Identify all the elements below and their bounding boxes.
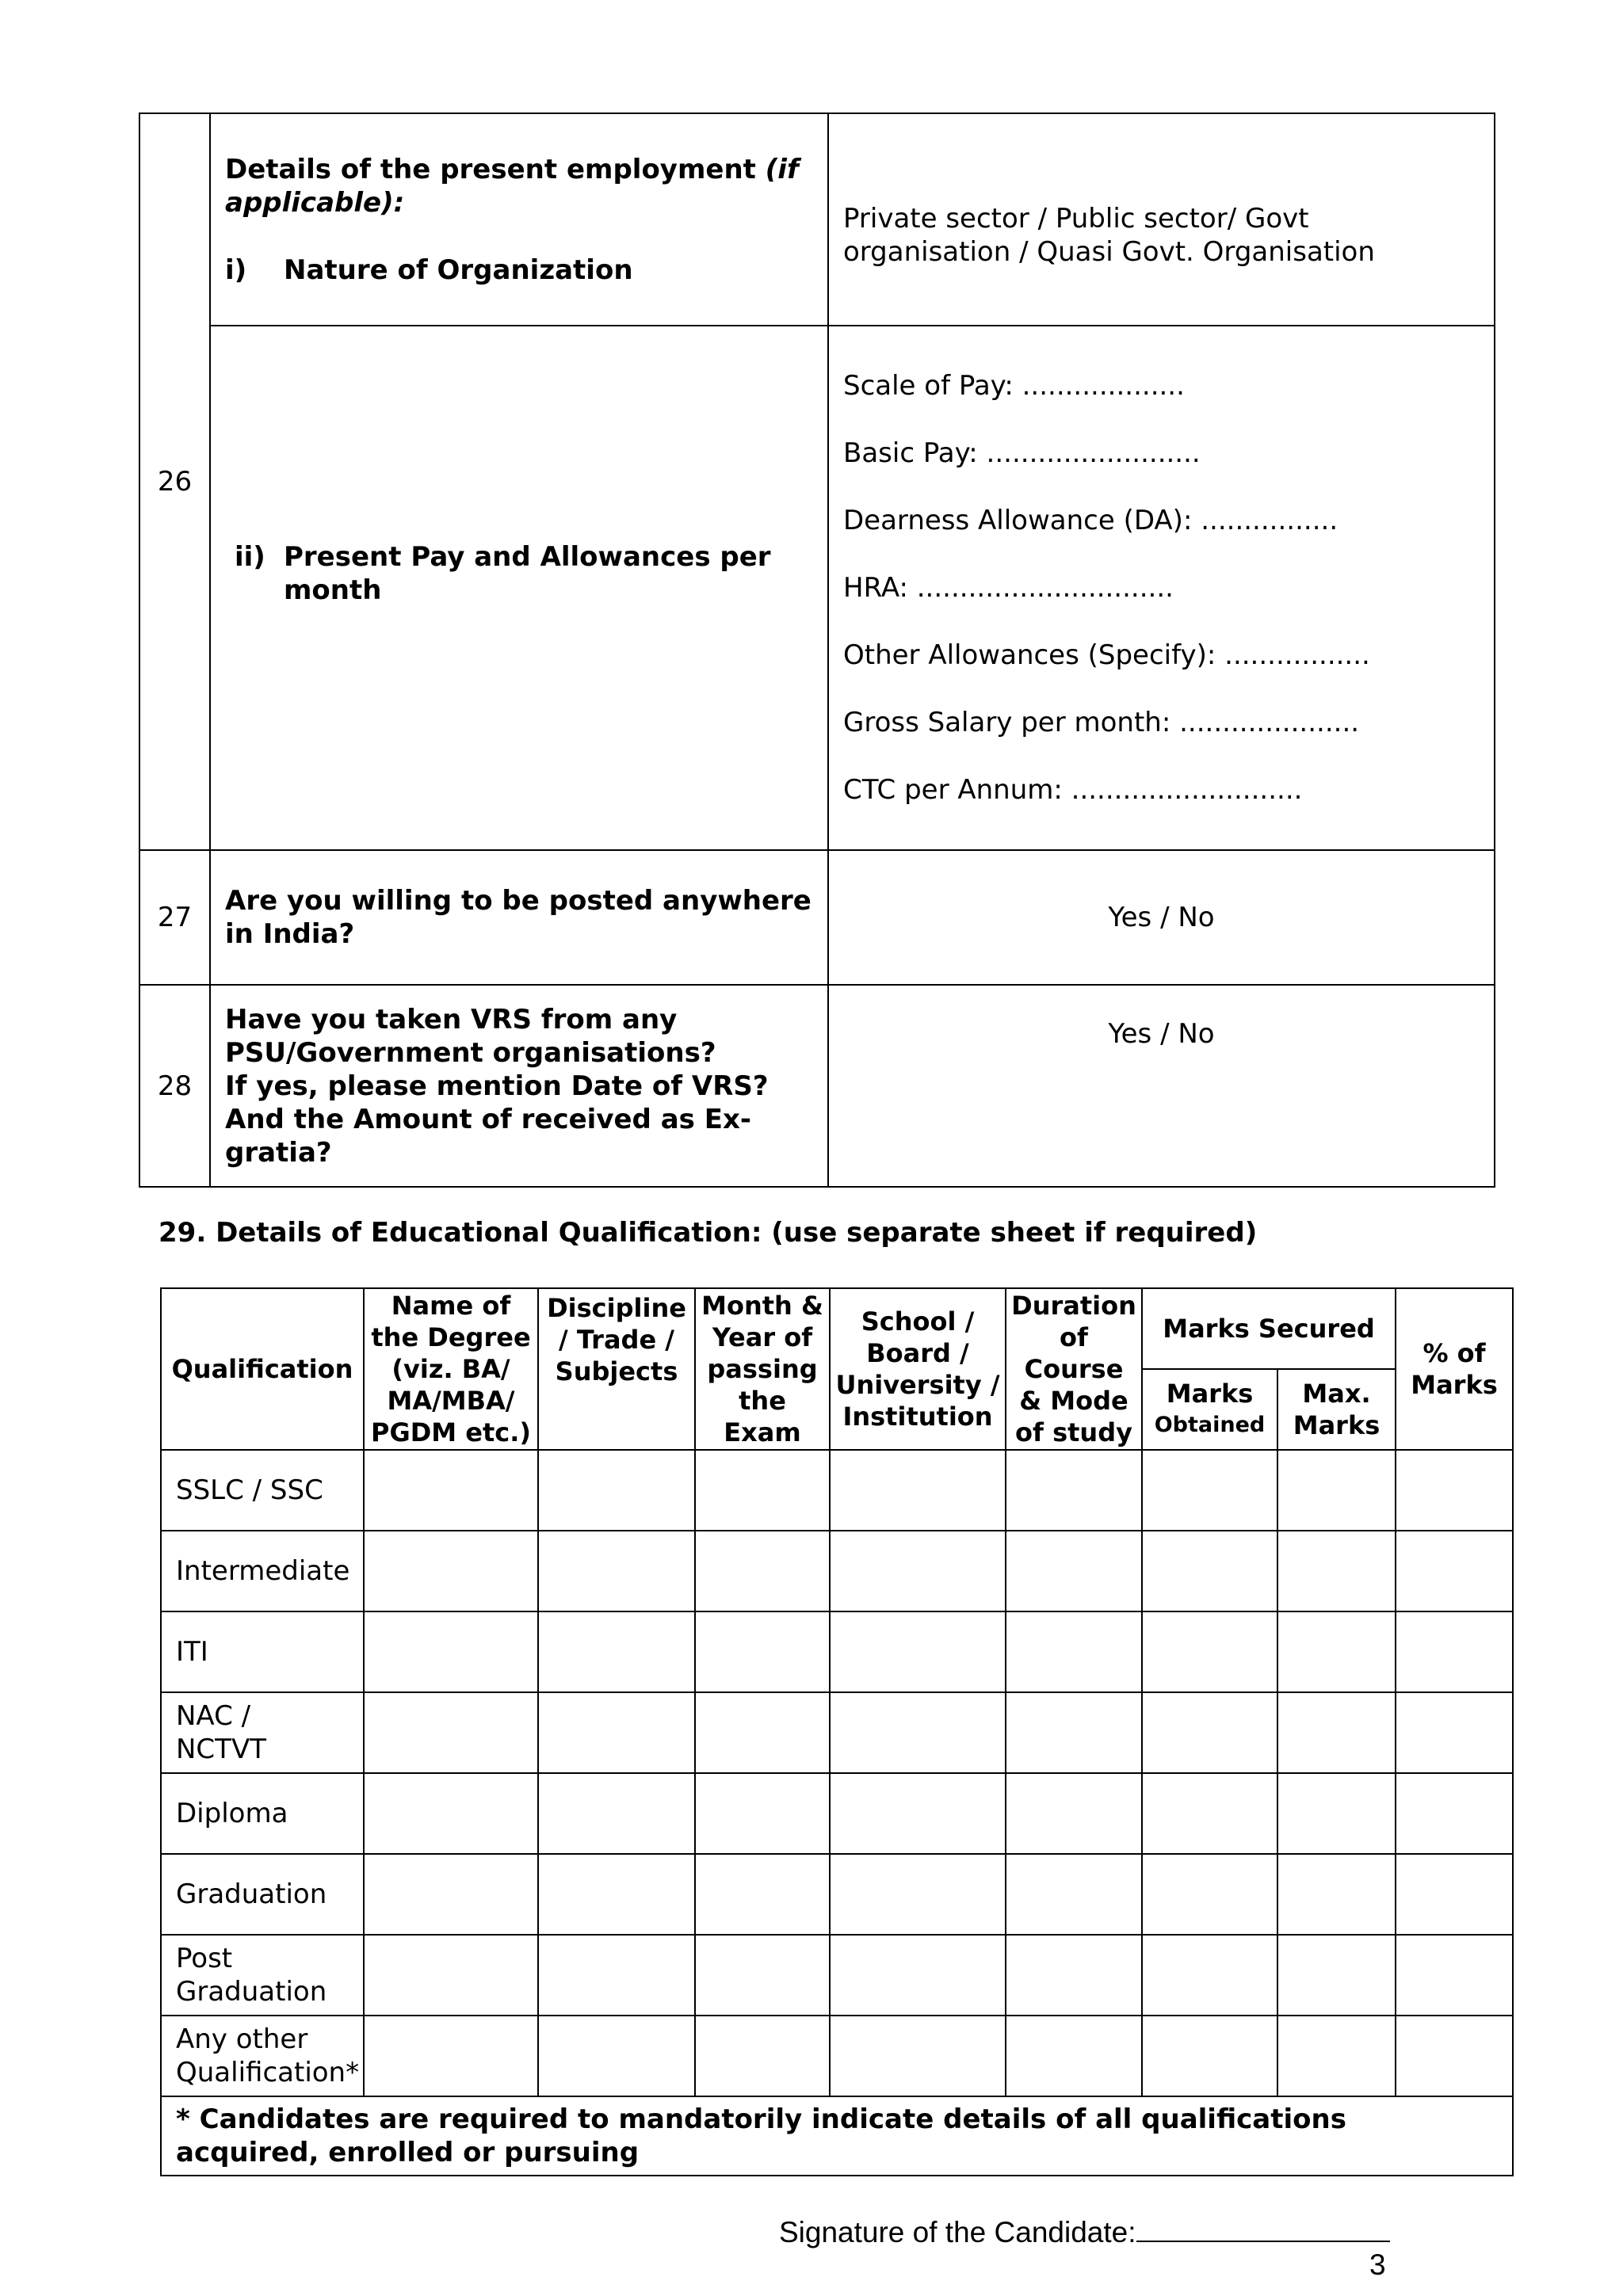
cell-month-year[interactable] (695, 1935, 830, 2016)
cell-school[interactable] (830, 1531, 1006, 1611)
cell-degree[interactable] (364, 2016, 538, 2096)
hra-field[interactable]: HRA: .............................. (843, 572, 1174, 604)
cell-month-year[interactable] (695, 1773, 830, 1854)
cell-percent[interactable] (1396, 1611, 1513, 1692)
cell-max-marks[interactable] (1277, 1773, 1396, 1854)
cell-school[interactable] (830, 1935, 1006, 2016)
footnote-row (161, 2096, 1513, 2176)
header-marks-obtained: Marks Obtained (1142, 1369, 1277, 1450)
table-row (161, 1450, 1513, 1531)
cell-marks-obtained[interactable] (1142, 1773, 1277, 1854)
cell-duration[interactable] (1006, 1611, 1142, 1692)
header-month-year: Month & Year of passing the Exam (695, 1288, 830, 1450)
table-row (161, 1935, 1513, 2016)
vrs-question (210, 985, 828, 1187)
ctc-per-annum-field[interactable]: CTC per Annum: ........................... (843, 774, 1303, 806)
signature-label: Signature of the Candidate: (779, 2216, 1136, 2248)
cell-discipline[interactable] (538, 1531, 695, 1611)
employment-details-table (139, 113, 1495, 1188)
row-label-sslc: SSLC / SSC (161, 1450, 364, 1531)
cell-marks-obtained[interactable] (1142, 1611, 1277, 1692)
present-pay-label: ii) Present Pay and Allowances per month (235, 541, 771, 606)
cell-discipline[interactable] (538, 1773, 695, 1854)
cell-degree[interactable] (364, 1611, 538, 1692)
cell-percent[interactable] (1396, 1773, 1513, 1854)
basic-pay-field[interactable]: Basic Pay: ......................... (843, 437, 1201, 469)
cell-duration[interactable] (1006, 1692, 1142, 1773)
header-duration: Duration of Course & Mode of study (1006, 1288, 1142, 1450)
nature-of-organization-options: Private sector / Public sector/ Govt organisation / Quasi Govt. Organisation (828, 113, 1495, 326)
gross-salary-field[interactable]: Gross Salary per month: ..................... (843, 707, 1360, 738)
cell-discipline[interactable] (538, 1935, 695, 2016)
cell-marks-obtained[interactable] (1142, 1854, 1277, 1935)
cell-duration[interactable] (1006, 1450, 1142, 1531)
nature-of-organization-label: i) Nature of Organization (225, 254, 633, 286)
pay-fields-cell (828, 326, 1495, 850)
vrs-yes-no[interactable]: Yes / No (828, 985, 1495, 1187)
table-row (161, 1611, 1513, 1692)
table-row (161, 1692, 1513, 1773)
cell-max-marks[interactable] (1277, 1935, 1396, 2016)
cell-duration[interactable] (1006, 1935, 1142, 2016)
cell-percent[interactable] (1396, 1854, 1513, 1935)
table-row (161, 1773, 1513, 1854)
cell-school[interactable] (830, 1450, 1006, 1531)
present-employment-heading: Details of the present employment (if applicable): (225, 153, 799, 219)
row-label-post-graduation: Post Graduation (161, 1935, 364, 2016)
cell-degree[interactable] (364, 1773, 538, 1854)
scale-of-pay-field[interactable]: Scale of Pay: ................... (843, 370, 1185, 402)
cell-duration[interactable] (1006, 1531, 1142, 1611)
cell-school[interactable] (830, 1773, 1006, 1854)
row-26-nature (139, 113, 1495, 326)
qualification-footnote: * Candidates are required to mandatorily indicate details of all qualifications acquired, enrolled or pursuing (161, 2096, 1513, 2176)
cell-duration[interactable] (1006, 2016, 1142, 2096)
header-school: School / Board / University / Institution (830, 1288, 1006, 1450)
cell-max-marks[interactable] (1277, 1854, 1396, 1935)
dearness-allowance-field[interactable]: Dearness Allowance (DA): ................ (843, 505, 1338, 536)
cell-percent[interactable] (1396, 1450, 1513, 1531)
row-label-any-other: Any other Qualification* (161, 2016, 364, 2096)
other-allowances-field[interactable]: Other Allowances (Specify): ................. (843, 639, 1370, 671)
vrs-question-line1: Have you taken VRS from any PSU/Government organisations? (225, 1003, 716, 1069)
present-pay-cell (210, 326, 828, 850)
cell-school[interactable] (830, 2016, 1006, 2096)
row-28 (139, 985, 1495, 1187)
cell-max-marks[interactable] (1277, 1531, 1396, 1611)
cell-max-marks[interactable] (1277, 1611, 1396, 1692)
cell-max-marks[interactable] (1277, 2016, 1396, 2096)
cell-discipline[interactable] (538, 1450, 695, 1531)
cell-school[interactable] (830, 1611, 1006, 1692)
cell-discipline[interactable] (538, 2016, 695, 2096)
cell-duration[interactable] (1006, 1773, 1142, 1854)
cell-discipline[interactable] (538, 1611, 695, 1692)
cell-month-year[interactable] (695, 1450, 830, 1531)
cell-month-year[interactable] (695, 2016, 830, 2096)
cell-degree[interactable] (364, 1531, 538, 1611)
row-label-iti: ITI (161, 1611, 364, 1692)
cell-month-year[interactable] (695, 1531, 830, 1611)
table-row (161, 1531, 1513, 1611)
vrs-question-line2: If yes, please mention Date of VRS? And the Amount of received as Ex-gratia? (225, 1070, 769, 1169)
row-label-diploma: Diploma (161, 1773, 364, 1854)
educational-qualification-heading: 29. Details of Educational Qualification: (use separate sheet if required) (158, 1217, 1258, 1249)
row-26-pay (139, 326, 1495, 850)
signature-block (779, 2212, 1390, 2249)
cell-marks-obtained[interactable] (1142, 1692, 1277, 1773)
cell-month-year[interactable] (695, 1854, 830, 1935)
cell-percent[interactable] (1396, 1531, 1513, 1611)
row-label-graduation: Graduation (161, 1854, 364, 1935)
educational-qualification-table (160, 1287, 1514, 2176)
header-max-marks: Max. Marks (1277, 1369, 1396, 1450)
cell-school[interactable] (830, 1692, 1006, 1773)
cell-month-year[interactable] (695, 1692, 830, 1773)
header-marks-secured: Marks Secured (1142, 1288, 1396, 1369)
cell-school[interactable] (830, 1854, 1006, 1935)
cell-degree[interactable] (364, 1450, 538, 1531)
row-27 (139, 850, 1495, 985)
cell-percent[interactable] (1396, 1935, 1513, 2016)
cell-max-marks[interactable] (1277, 1692, 1396, 1773)
page-number: 3 (1369, 2248, 1386, 2281)
table-row (161, 2016, 1513, 2096)
posting-yes-no[interactable]: Yes / No (828, 850, 1495, 985)
row-number-26: 26 (139, 113, 210, 850)
signature-line[interactable] (1136, 2212, 1390, 2242)
cell-degree[interactable] (364, 1935, 538, 2016)
header-discipline: Discipline / Trade / Subjects (538, 1288, 695, 1450)
cell-month-year[interactable] (695, 1611, 830, 1692)
cell-degree[interactable] (364, 1692, 538, 1773)
cell-marks-obtained[interactable] (1142, 1531, 1277, 1611)
cell-max-marks[interactable] (1277, 1450, 1396, 1531)
row-label-nac-nctvt: NAC / NCTVT (161, 1692, 364, 1773)
cell-discipline[interactable] (538, 1854, 695, 1935)
table-row (161, 1854, 1513, 1935)
cell-marks-obtained[interactable] (1142, 1935, 1277, 2016)
cell-percent[interactable] (1396, 2016, 1513, 2096)
present-employment-cell (210, 113, 828, 326)
cell-discipline[interactable] (538, 1692, 695, 1773)
cell-degree[interactable] (364, 1854, 538, 1935)
cell-duration[interactable] (1006, 1854, 1142, 1935)
posting-question: Are you willing to be posted anywhere in India? (210, 850, 828, 985)
row-number-27: 27 (139, 850, 210, 985)
row-label-intermediate: Intermediate (161, 1531, 364, 1611)
header-qualification: Qualification (161, 1288, 364, 1450)
cell-marks-obtained[interactable] (1142, 1450, 1277, 1531)
header-percent: % of Marks (1396, 1288, 1513, 1450)
cell-marks-obtained[interactable] (1142, 2016, 1277, 2096)
row-number-28: 28 (139, 985, 210, 1187)
header-degree: Name of the Degree (viz. BA/ MA/MBA/ PGDM etc.) (364, 1288, 538, 1450)
table-header-row-1 (161, 1288, 1513, 1369)
cell-percent[interactable] (1396, 1692, 1513, 1773)
